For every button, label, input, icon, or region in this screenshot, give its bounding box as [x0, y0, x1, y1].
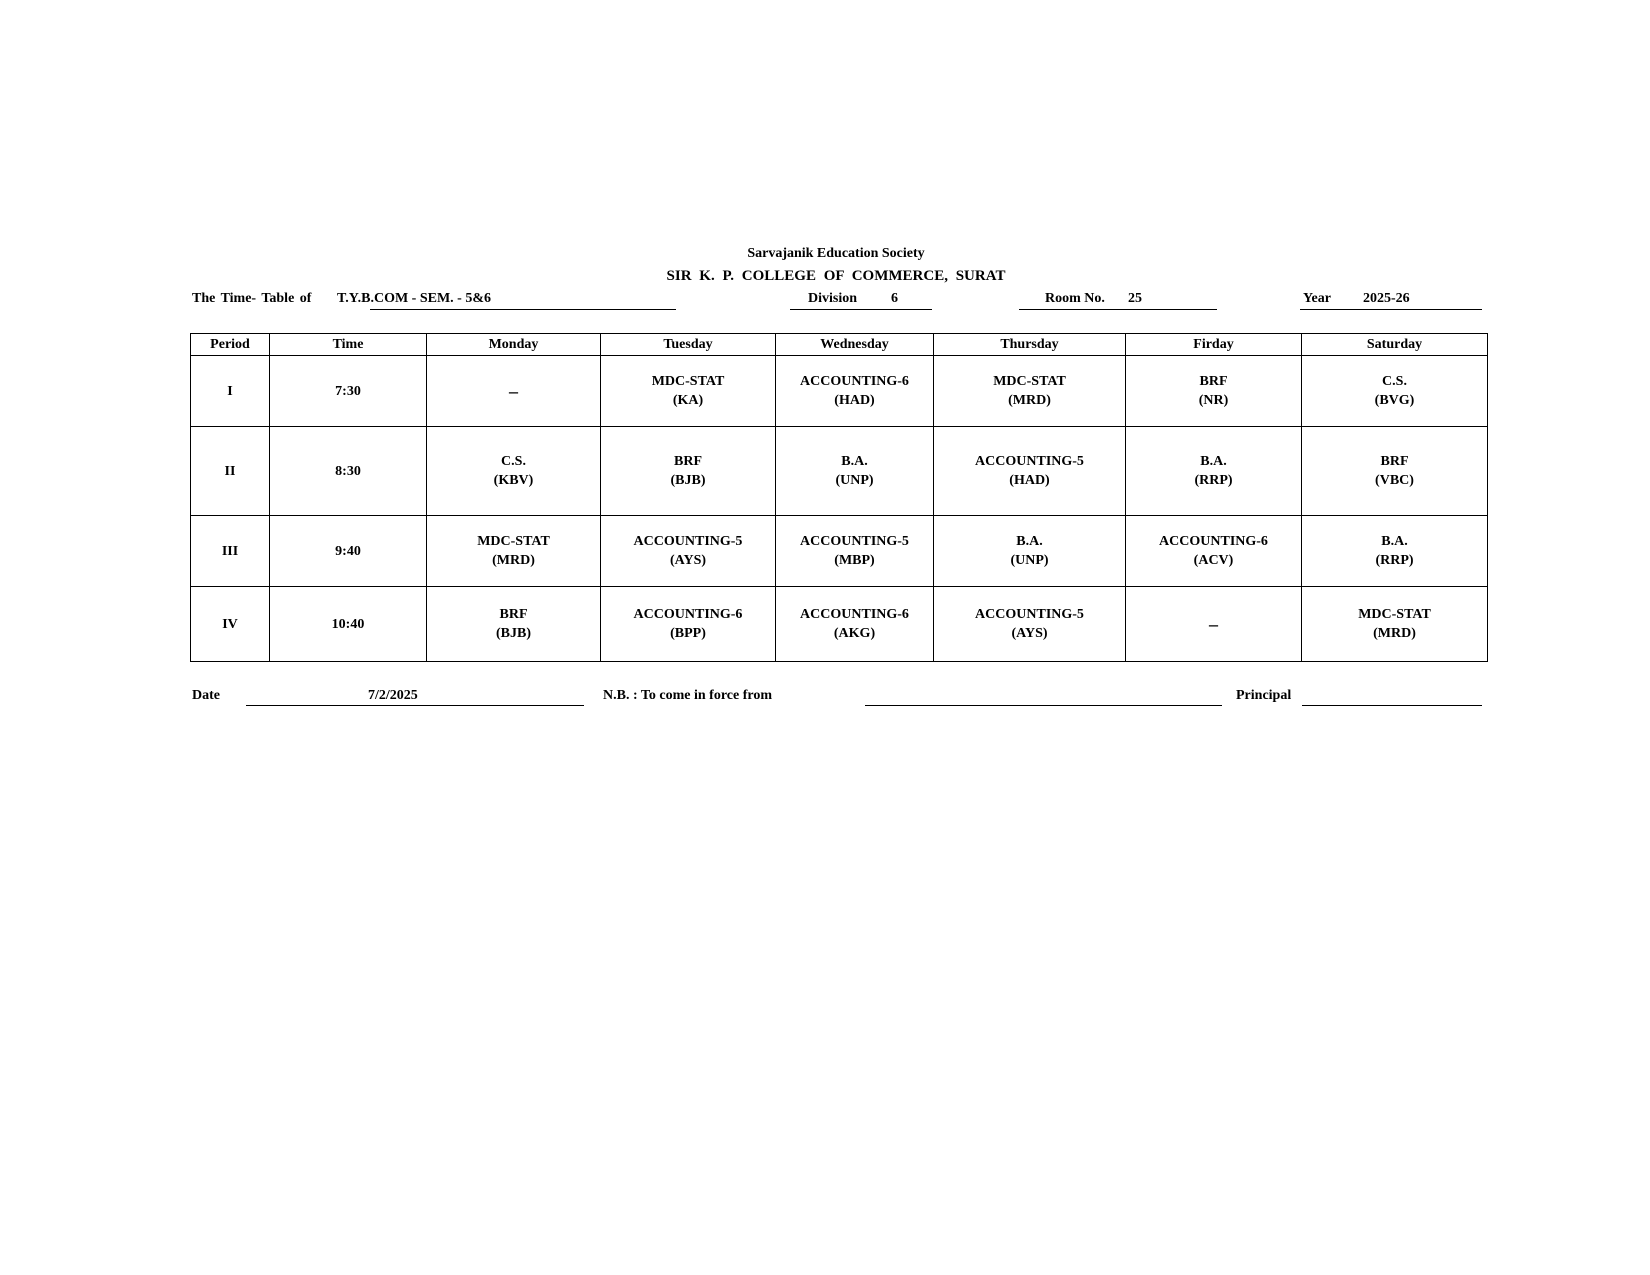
cell-teacher: (KA)	[672, 393, 704, 408]
time-cell: 9:40	[270, 516, 427, 587]
column-header: Wednesday	[776, 334, 934, 356]
cell-subject: MDC-STAT	[993, 374, 1066, 389]
cell-subject: ACCOUNTING-5	[633, 534, 743, 549]
cell-subject: B.A.	[1016, 534, 1043, 549]
cell-teacher: (MRD)	[1373, 626, 1416, 641]
cell-teacher: (BVG)	[1374, 393, 1415, 408]
time-cell: 8:30	[270, 427, 427, 516]
class-cell	[934, 516, 1126, 587]
cell-subject: ACCOUNTING-6	[1159, 534, 1268, 549]
column-header: Monday	[427, 334, 601, 356]
division-value: 6	[891, 291, 898, 306]
cell-teacher: (KBV)	[493, 473, 534, 488]
principal-label: Principal	[1236, 688, 1292, 703]
principal-underline	[1302, 705, 1482, 706]
class-cell	[1302, 587, 1488, 662]
cell-teacher: (BJB)	[670, 473, 706, 488]
cell-teacher: (UNP)	[835, 473, 874, 488]
cell-teacher: (NR)	[1198, 393, 1229, 408]
class-value: T.Y.B.COM - SEM. - 5&6	[337, 291, 491, 306]
cell-subject: ACCOUNTING-6	[800, 374, 909, 389]
room-label: Room No.	[1045, 291, 1105, 306]
column-header: Time	[270, 334, 427, 356]
society-title: Sarvajanik Education Society	[747, 246, 925, 261]
class-cell	[601, 427, 776, 516]
cell-subject: C.S.	[1382, 374, 1407, 389]
cell-teacher: (RRP)	[1194, 473, 1233, 488]
period-cell: II	[191, 427, 270, 516]
class-underline	[370, 309, 676, 310]
nb-label: N.B. : To come in force from	[603, 688, 773, 703]
class-cell	[601, 516, 776, 587]
class-cell	[1126, 516, 1302, 587]
time-cell: 10:40	[270, 587, 427, 662]
class-cell	[1126, 427, 1302, 516]
class-cell	[427, 516, 601, 587]
cell-teacher: (VBC)	[1375, 473, 1414, 488]
cell-subject: ACCOUNTING-5	[800, 534, 909, 549]
cell-subject: ACCOUNTING-6	[633, 607, 743, 622]
timetable	[190, 333, 1488, 662]
timetable-of-label: The Time- Table of	[192, 291, 312, 306]
cell-subject: BRF	[1199, 374, 1228, 389]
cell-teacher: (BJB)	[496, 626, 531, 641]
year-underline	[1300, 309, 1482, 310]
year-label: Year	[1303, 291, 1331, 306]
class-cell	[427, 356, 601, 427]
table-row	[191, 356, 1488, 427]
cell-subject: BRF	[674, 454, 702, 469]
class-cell	[776, 587, 934, 662]
class-cell	[934, 587, 1126, 662]
class-cell	[1126, 356, 1302, 427]
cell-subject: BRF	[499, 607, 528, 622]
room-underline	[1019, 309, 1217, 310]
column-header: Thursday	[934, 334, 1126, 356]
table-row	[191, 587, 1488, 662]
cell-teacher: (AYS)	[669, 553, 707, 568]
cell-subject: C.S.	[501, 454, 526, 469]
class-cell	[1302, 356, 1488, 427]
class-cell	[1126, 587, 1302, 662]
cell-subject: MDC-STAT	[651, 374, 725, 389]
cell-teacher: (AKG)	[833, 626, 876, 641]
period-cell: IV	[191, 587, 270, 662]
division-underline	[790, 309, 932, 310]
college-title: SIR K. P. COLLEGE OF COMMERCE, SURAT	[666, 268, 1006, 284]
cell-subject: B.A.	[841, 454, 868, 469]
cell-subject: ACCOUNTING-5	[975, 607, 1084, 622]
class-cell	[776, 356, 934, 427]
cell-teacher: (MRD)	[1008, 393, 1051, 408]
cell-teacher: (MRD)	[492, 553, 535, 568]
time-cell: 7:30	[270, 356, 427, 427]
cell-teacher: (MBP)	[834, 553, 875, 568]
class-cell	[776, 427, 934, 516]
cell-subject: MDC-STAT	[477, 534, 550, 549]
cell-subject: BRF	[1380, 454, 1409, 469]
period-cell: III	[191, 516, 270, 587]
class-cell	[427, 587, 601, 662]
nb-underline	[865, 705, 1222, 706]
column-header: Saturday	[1302, 334, 1488, 356]
class-cell	[1302, 427, 1488, 516]
cell-subject: –	[509, 380, 518, 401]
year-value: 2025-26	[1363, 291, 1410, 306]
date-underline	[246, 705, 584, 706]
class-cell	[934, 356, 1126, 427]
period-cell: I	[191, 356, 270, 427]
cell-teacher: (HAD)	[834, 393, 875, 408]
cell-subject: B.A.	[1200, 454, 1227, 469]
cell-teacher: (BPP)	[670, 626, 706, 641]
class-cell	[776, 516, 934, 587]
cell-teacher: (ACV)	[1193, 553, 1234, 568]
cell-teacher: (UNP)	[1010, 553, 1049, 568]
table-row	[191, 427, 1488, 516]
cell-subject: –	[1209, 613, 1218, 634]
table-row	[191, 516, 1488, 587]
division-label: Division	[808, 291, 858, 306]
cell-subject: MDC-STAT	[1358, 607, 1431, 622]
cell-subject: B.A.	[1381, 534, 1408, 549]
class-cell	[601, 356, 776, 427]
header-row	[191, 334, 1488, 356]
class-cell	[601, 587, 776, 662]
class-cell	[427, 427, 601, 516]
cell-subject: ACCOUNTING-6	[800, 607, 909, 622]
class-cell	[1302, 516, 1488, 587]
cell-teacher: (RRP)	[1375, 553, 1414, 568]
room-value: 25	[1128, 291, 1142, 306]
cell-teacher: (AYS)	[1011, 626, 1048, 641]
column-header: Period	[191, 334, 270, 356]
cell-subject: ACCOUNTING-5	[975, 454, 1084, 469]
date-value: 7/2/2025	[368, 688, 418, 703]
cell-teacher: (HAD)	[1009, 473, 1050, 488]
column-header: Tuesday	[601, 334, 776, 356]
column-header: Firday	[1126, 334, 1302, 356]
date-label: Date	[192, 688, 220, 703]
class-cell	[934, 427, 1126, 516]
